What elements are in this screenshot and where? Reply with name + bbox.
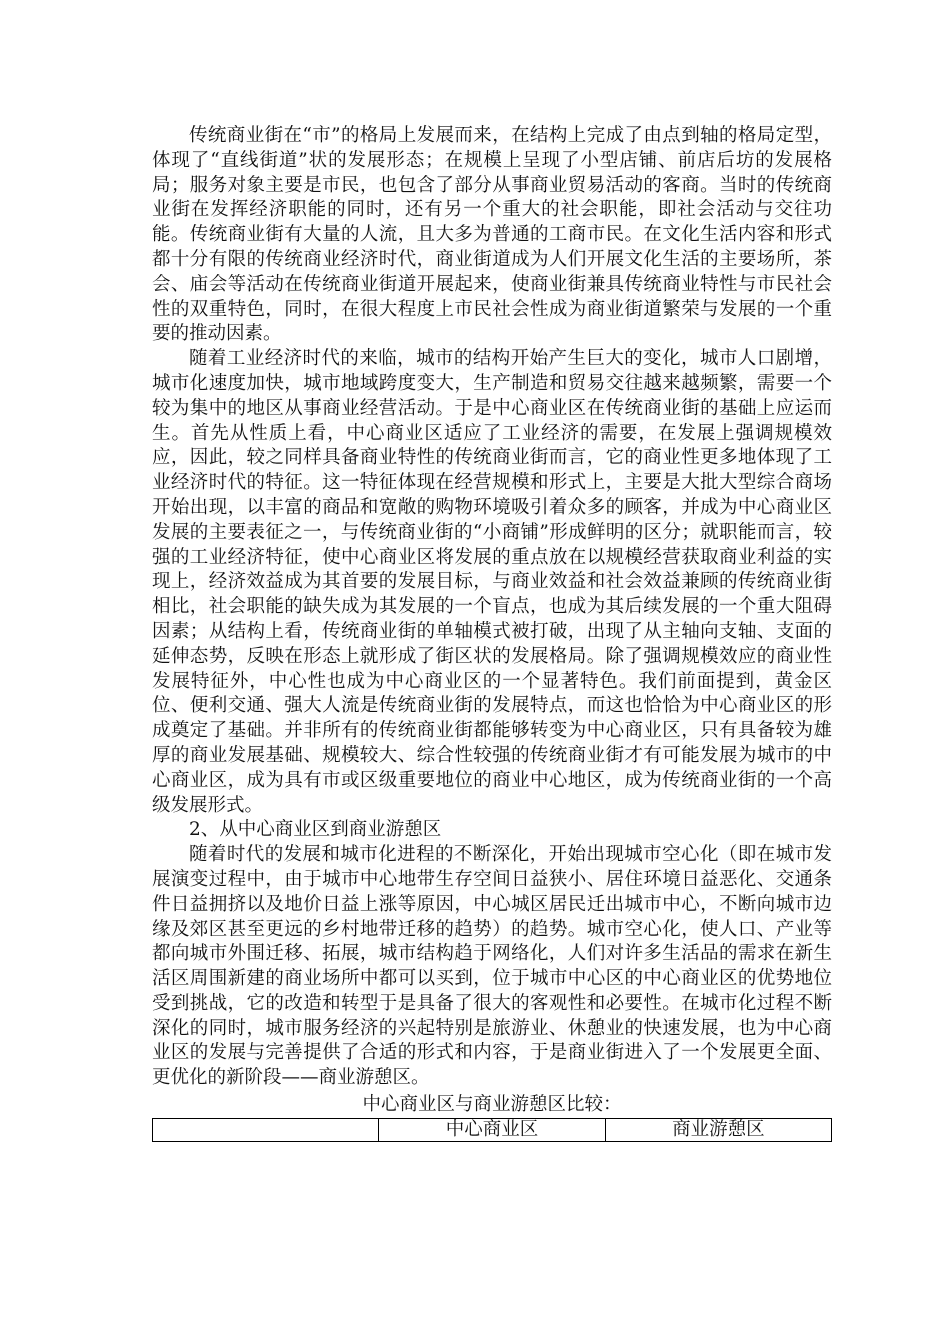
table-caption: 中心商业区与商业游憩区比较：: [362, 1094, 622, 1116]
document-page: [152, 124, 832, 1142]
section-heading: 2、从中心商业区到商业游憩区: [189, 819, 442, 841]
table-header-rbd: 商业游憩区: [605, 1118, 831, 1141]
table-header-cbd: 中心商业区: [379, 1118, 605, 1141]
comparison-table: [152, 1118, 832, 1142]
paragraph-traditional-street: 传统商业街在“市”的格局上发展而来，在结构上完成了由点到轴的格局定型，体现了“直线街道”状的发展形态；在规模上呈现了小型店铺、前店后坊的发展格局；服务对象主要是市民，也包含了部分从事商业贸易活动的客商。当时的传统商业街在发挥经济职能的同时，还有另一个重大的社会职能，即社会活动与交往功能。传统商业街有大量的人流，且大多为普通的工商市民。在文化生活内容和形式都十分有限的传统商业经济时代，商业街道成为人们开展文化生活的主要场所，茶会、庙会等活动在传统商业街道开展起来，使商业街兼具传统商业特性与市民社会性的双重特色，同时，在很大程度上市民社会性成为商业街道繁荣与发展的一个重要的推动因素。: [152, 125, 832, 345]
paragraph-industrial-era: 随着工业经济时代的来临，城市的结构开始产生巨大的变化，城市人口剧增，城市化速度加快，城市地域跨度变大，生产制造和贸易交往越来越频繁，需要一个较为集中的地区从事商业经营活动。于是中心商业区在传统商业街的基础上应运而生。首先从性质上看，中心商业区适应了工业经济的需要，在发展上强调规模效应，因此，较之同样具备商业特性的传统商业街而言，它的商业性更多地体现了工业经济时代的特征。这一特征体现在经营规模和形式上，主要是大批大型综合商场开始出现，以丰富的商品和宽敞的购物环境吸引着众多的顾客，并成为中心商业区发展的主要表征之一，与传统商业街的“小商铺”形成鲜明的区分；就职能而言，较强的工业经济特征，使中心商业区将发展的重点放在以规模经营获取商业利益的实现上，经济效益成为其首要的发展目标，与商业效益和社会效益兼顾的传统商业街相比，社会职能的缺失成为其发展的一个盲点，也成为其后续发展的一个重大阻碍因素；从结构上看，传统商业街的单轴模式被打破，出现了从主轴向支轴、支面的延伸态势，反映在形态上就形成了街区状的发展格局。除了强调规模效应的商业性发展特征外，中心性也成为中心商业区的一个显著特色。我们前面提到，黄金区位、便利交通、强大人流是传统商业街的发展特点，而这也恰恰为中心商业区的形成奠定了基础。并非所有的传统商业街都能够转变为中心商业区，只有具备较为雄厚的商业发展基础、规模较大、综合性较强的传统商业街才有可能发展为城市的中心商业区，成为具有市或区级重要地位的商业中心地区，成为传统商业街的一个高级发展形式。: [152, 348, 832, 816]
paragraph-urban-hollowing: 随着时代的发展和城市化进程的不断深化，开始出现城市空心化（即在城市发展演变过程中，由于城市中心地带生存空间日益狭小、居住环境日益恶化、交通条件日益拥挤以及地价日益上涨等原因，中心城区居民迁出城市中心，不断向城市边缘及郊区甚至更远的乡村地带迁移的趋势）的趋势。城市空心化，使人口、产业等都向城市外围迁移、拓展，城市结构趋于网络化，人们对许多生活品的需求在新生活区周围新建的商业场所中都可以买到，位于城市中心区的中心商业区的优势地位受到挑战，它的改造和转型于是具备了很大的客观性和必要性。在城市化过程不断深化的同时，城市服务经济的兴起特别是旅游业、休憩业的快速发展，也为中心商业区的发展与完善提供了合适的形式和内容，于是商业街进入了一个发展更全面、更优化的新阶段——商业游憩区。: [152, 844, 832, 1089]
table-header-row: [153, 1118, 832, 1141]
table-header-cell-empty: [153, 1118, 379, 1141]
